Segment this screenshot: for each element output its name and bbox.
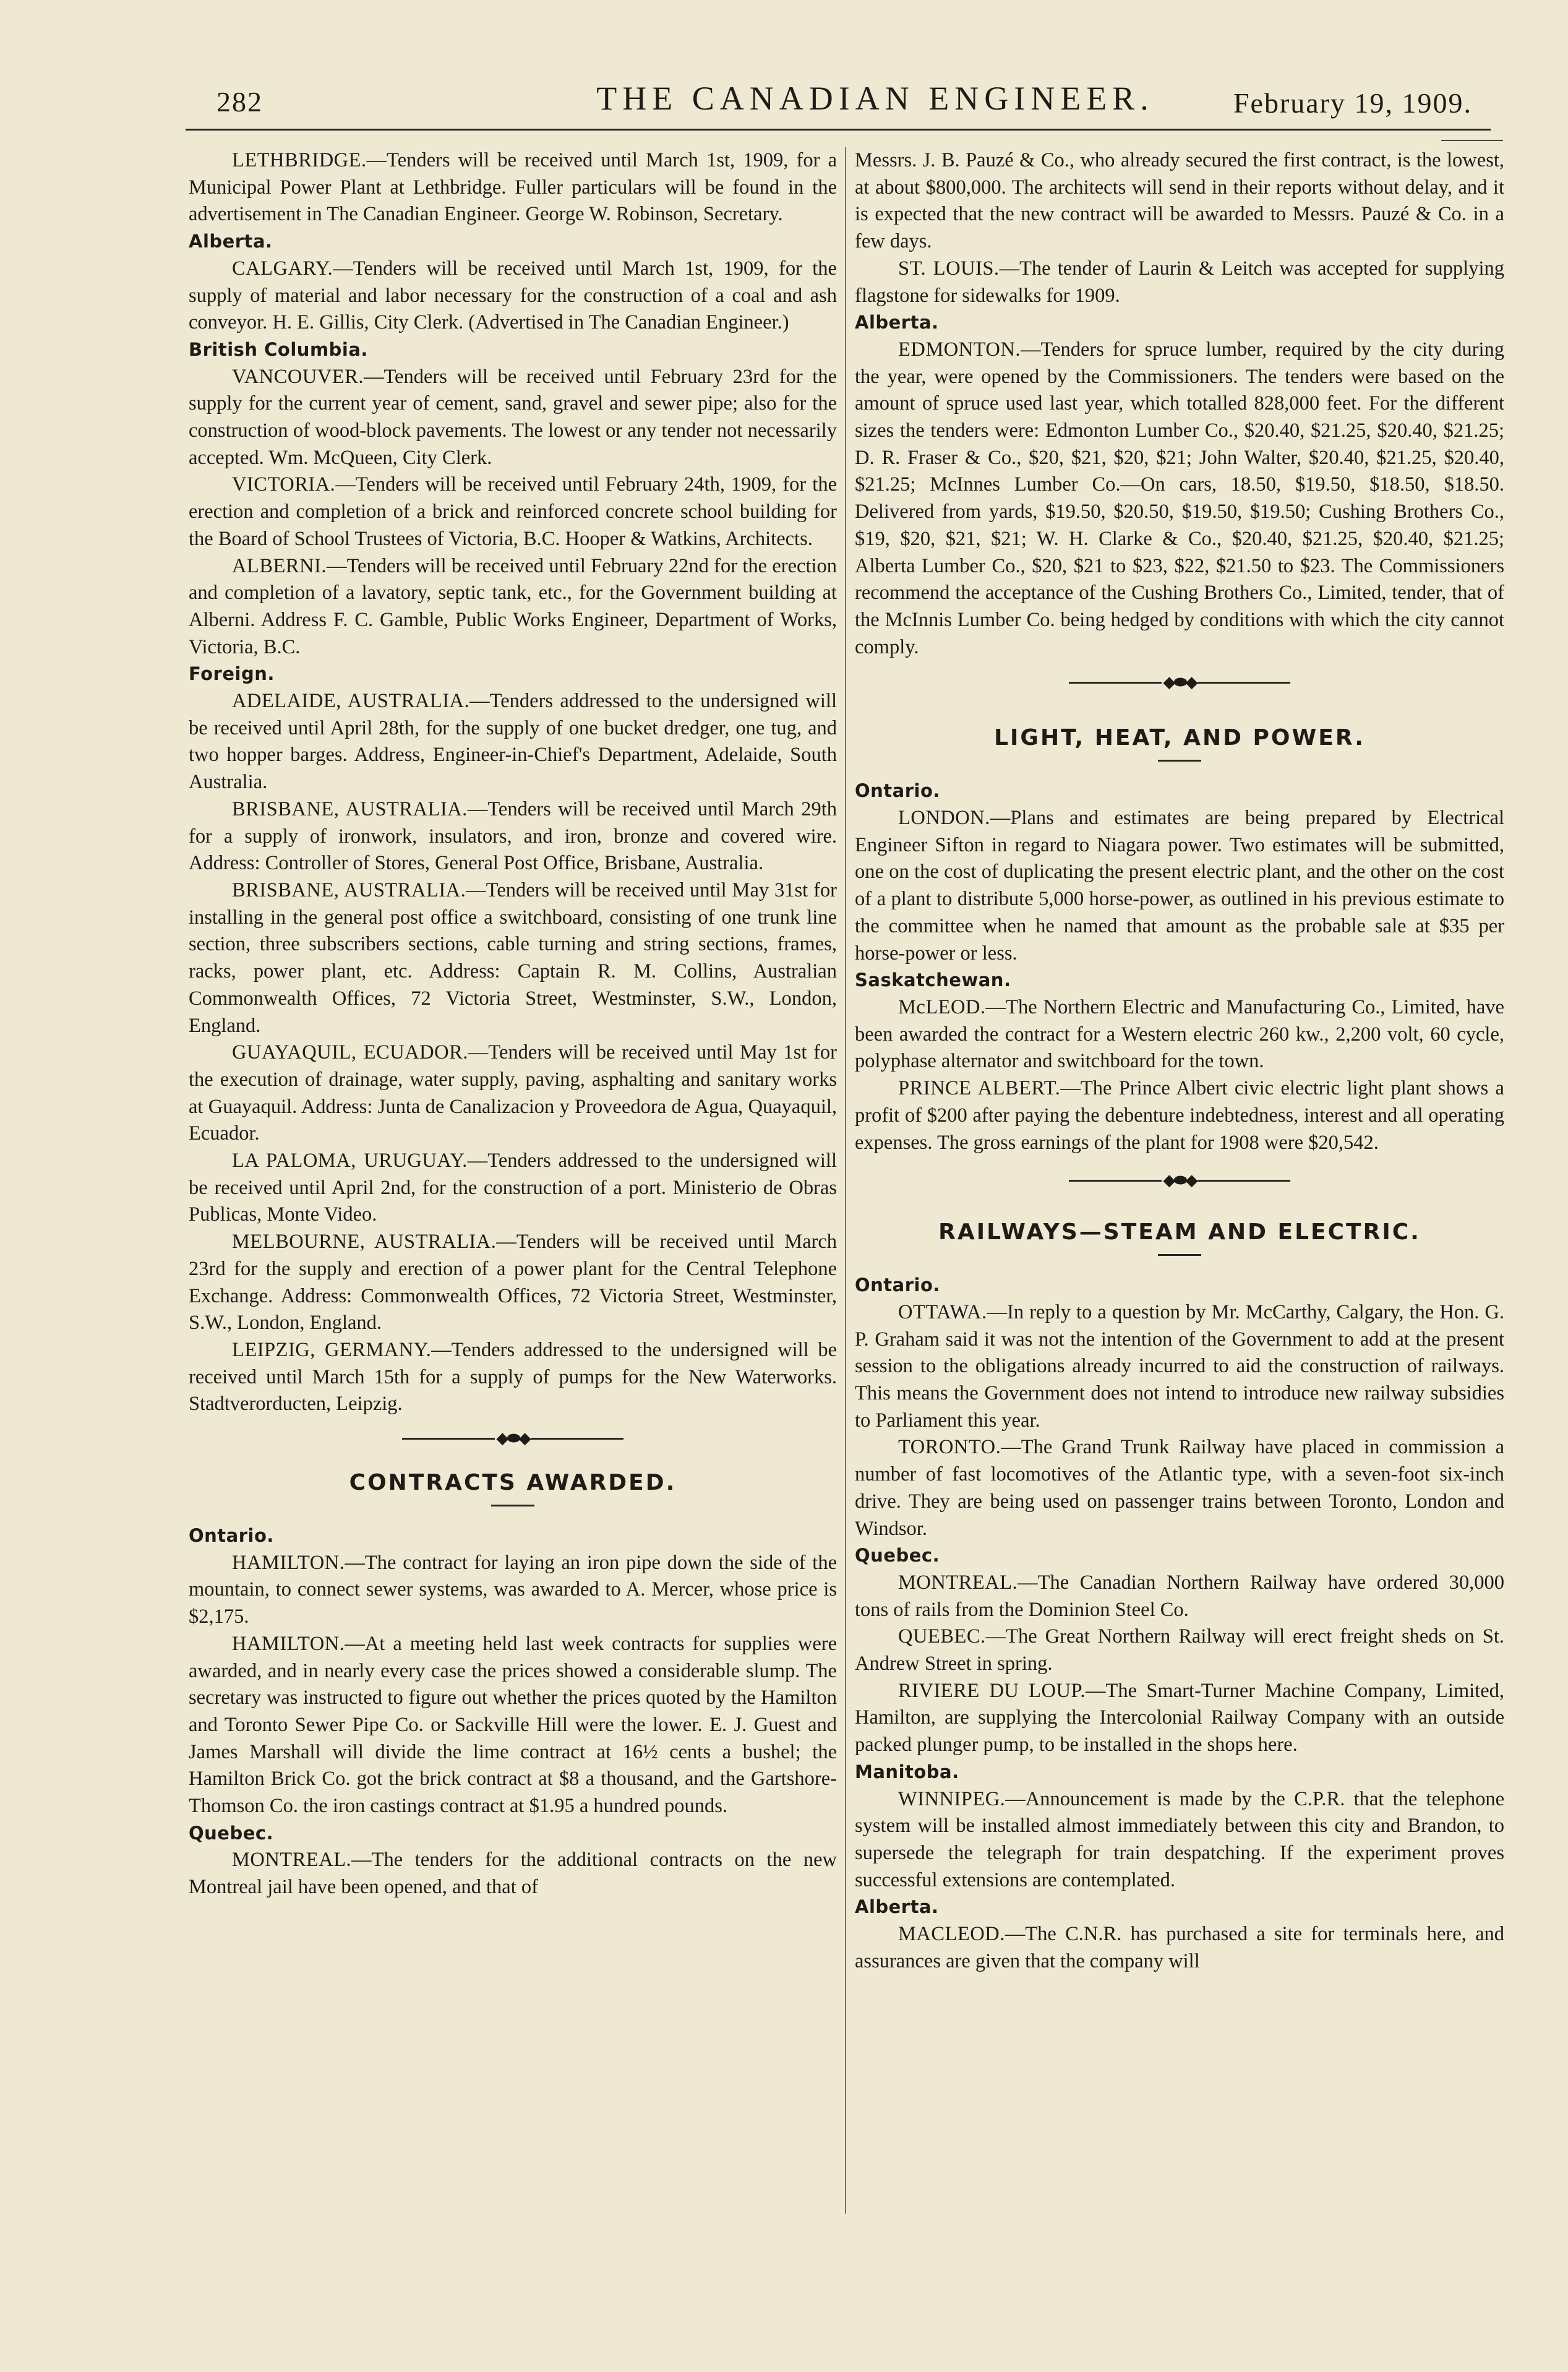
item-placename: LA PALOMA, URUGUAY. <box>232 1149 468 1172</box>
news-item <box>189 147 837 228</box>
item-placename: ADELAIDE, AUSTRALIA. <box>232 690 470 713</box>
contracts-ontario-items <box>189 1550 837 1820</box>
item-placename: BRISBANE, AUSTRALIA. <box>232 879 466 901</box>
item-text: —The Northern Electric and Manufacturing Co., Limited, have been awarded the contract for a Western electric 260 kw., 2,200 volt, 60 cycle, polyphase alternator and switchboard for the town. <box>855 995 1504 1073</box>
item-text: —Plans and estimates are being prepared by Electrical Engineer Sifton in regard to Niagara power. Two estimates will be submitted, one on the cost of duplicating the present electric plant, and the other on the cost of a plant to distribute 5,000 horse-power, as outlined in his previous estimate to the committee when he named that amount as the probable sale at $35 per horse-power or less. <box>855 807 1504 965</box>
ornament-line <box>1197 682 1290 684</box>
running-head <box>186 74 1491 130</box>
section-heading-railways: RAILWAYS—STEAM AND ELECTRIC. <box>938 1219 1421 1245</box>
column-divider <box>845 147 846 2214</box>
item-text: —Tenders will be received until March 1st, 1909, for the supply of material and labor necessary for the construction of a coal and ash conveyor. H. E. Gillis, City Clerk. (Advertised in The Canadian Engineer.) <box>189 257 837 334</box>
region-heading-foreign: Foreign. <box>189 663 275 685</box>
header-rule <box>186 129 1491 131</box>
item-text: —In reply to a question by Mr. McCarthy, Calgary, the Hon. G. P. Graham said it was not the intention of the Government to add at the present session to the obligations already incurred to aid the construction of railways. This means the Government does not intend to introduce new railway subsidies to Parliament this year. <box>855 1300 1504 1432</box>
news-item <box>189 1039 837 1148</box>
news-item <box>855 1678 1504 1759</box>
region-heading-ontario: Ontario. <box>855 780 940 802</box>
news-item <box>189 688 837 796</box>
rail-quebec-items <box>855 1570 1504 1759</box>
item-text: —Tenders will be received until March 29th for a supply of ironwork, insulators, and iron, bronze and covered wire. Address: Controller of Stores, General Post Office, Brisbane, Australia. <box>189 797 837 875</box>
right-column <box>855 147 1504 1975</box>
rail-alberta-items <box>855 1921 1504 1975</box>
item-text: —Announcement is made by the C.P.R. that the telephone system will be installed almost immediately between this city and Brandon, to supersede the telegraph for train despatching. If the experiment proves successful extensions are contemplated. <box>855 1787 1504 1891</box>
region-heading-alberta: Alberta. <box>855 312 939 333</box>
item-text: —The Canadian Northern Railway have ordered 30,000 tons of rails from the Dominion Steel Co. <box>855 1571 1504 1621</box>
region-heading-alberta: Alberta. <box>189 231 273 252</box>
news-item <box>855 337 1504 661</box>
item-text: —Tenders will be received until May 31st for installing in the general post office a switchboard, consisting of one trunk line section, three subscribers sections, cable turning and string sections, frames, racks, power plant, etc. Address: Captain R. M. Collins, Australian Commonwealth Offices, 72 Victoria Street, Westminster, S.W., London, England. <box>189 879 837 1037</box>
news-item <box>855 256 1504 309</box>
alberta-items <box>855 337 1504 661</box>
news-item <box>189 364 837 472</box>
item-text: —The Prince Albert civic electric light plant shows a profit of $200 after paying the debenture indebtedness, interest and all operating expenses. The gross earnings of the plant for 1908 were $20,542. <box>855 1077 1504 1154</box>
item-text: —Tenders will be received until February 23rd for the supply for the current year of cement, sand, gravel and sewer pipe; also for the construction of wood-block pavements. The lowest or any tender not necessarily accepted. Wm. McQueen, City Clerk. <box>189 365 837 469</box>
ornament-line <box>402 1438 495 1440</box>
ornament-line <box>1069 1180 1162 1182</box>
news-item <box>189 1148 837 1229</box>
news-item <box>855 1623 1504 1677</box>
journal-title: THE CANADIAN ENGINEER. <box>596 80 1154 117</box>
item-text: —Tenders addressed to the undersigned will be received until March 15th for a supply of pumps for the New Waterworks. Stadtverorducten, Leipzig. <box>189 1338 837 1416</box>
lhp-saskatchewan-items <box>855 994 1504 1156</box>
item-placename: WINNIPEG. <box>898 1787 1006 1810</box>
region-heading-alberta: Alberta. <box>855 1896 939 1918</box>
item-placename: HAMILTON. <box>232 1551 345 1574</box>
heading-underline <box>1158 760 1201 762</box>
item-placename: McLEOD. <box>898 995 986 1018</box>
heading-underline <box>1158 1254 1201 1256</box>
news-item <box>855 1434 1504 1542</box>
item-text: —Tenders will be received until February 24th, 1909, for the erection and completion of a brick and reinforced concrete school building for the Board of School Trustees of Victoria, B.C. Hooper & Watkins, Architects. <box>189 473 837 550</box>
news-item <box>189 553 837 661</box>
item-placename: GUAYAQUIL, ECUADOR. <box>232 1041 468 1064</box>
news-item <box>855 1786 1504 1894</box>
news-item <box>855 1570 1504 1623</box>
item-placename: MONTREAL. <box>232 1849 352 1871</box>
column-top-rule <box>1441 140 1503 141</box>
item-text: —Tenders will be received until February 22nd for the erection and completion of a lavatory, septic tank, etc., for the Government building at Alberni. Address F. C. Gamble, Public Works Engineer, Department of Works, Victoria, B.C. <box>189 554 837 658</box>
region-heading-saskatchewan: Saskatchewan. <box>855 969 1011 991</box>
alberta-items <box>189 256 837 337</box>
continued-paragraph: Messrs. J. B. Pauzé & Co., who already secured the first contract, is the lowest, at about $800,000. The architects will send in their reports without delay, and it is expected that the new contract will be awarded to Messrs. Pauzé & Co. in a few days. <box>855 149 1504 253</box>
region-heading-ontario: Ontario. <box>189 1525 274 1547</box>
issue-date: February 19, 1909. <box>1233 87 1472 119</box>
item-text: —The C.N.R. has purchased a site for terminals here, and assurances are given that the company will <box>855 1923 1504 1972</box>
region-heading-british-columbia: British Columbia. <box>189 338 368 360</box>
item-text: —Tenders will be received until March 23rd for the supply and erection of a power plant for the Central Telephone Exchange. Address: Commonwealth Offices, 72 Victoria Street, Westminster, S.W., London, England. <box>189 1231 837 1334</box>
foreign-items <box>189 688 837 1418</box>
intro-items <box>189 147 837 228</box>
news-item <box>189 877 837 1039</box>
heading-underline <box>491 1505 534 1506</box>
item-text: —The Smart-Turner Machine Company, Limited, Hamilton, are supplying the Intercolonial Railway Company with an outside packed plunger pump, to be installed in the shops here. <box>855 1679 1504 1756</box>
region-heading-quebec: Quebec. <box>189 1822 274 1844</box>
item-text: —The tenders for the additional contracts on the new Montreal jail have been opened, and that of <box>189 1849 837 1899</box>
ornament-diamond-icon: ◆⬬◆ <box>1163 673 1196 692</box>
item-placename: CALGARY. <box>232 257 333 280</box>
page-number: 282 <box>216 86 263 118</box>
section-ornament <box>855 667 1504 698</box>
section-heading-contracts-awarded: CONTRACTS AWARDED. <box>349 1470 677 1496</box>
item-text: —Tenders will be received until March 1st, 1909, for a Municipal Power Plant at Lethbridge. Fuller particulars will be found in the advertisement in The Canadian Engineer. George W. Robinson, Secretary. <box>189 149 837 226</box>
item-placename: MACLEOD. <box>898 1923 1005 1946</box>
british-columbia-items <box>189 364 837 661</box>
news-item <box>855 1075 1504 1156</box>
item-placename: EDMONTON. <box>898 338 1021 361</box>
item-placename: PRINCE ALBERT. <box>898 1077 1061 1100</box>
item-placename: ALBERNI. <box>232 554 327 577</box>
item-placename: VANCOUVER. <box>232 365 364 388</box>
item-text: —The tender of Laurin & Leitch was accepted for supplying flagstone for sidewalks for 1909. <box>855 257 1504 307</box>
section-ornament <box>855 1165 1504 1196</box>
news-item <box>855 1921 1504 1975</box>
left-column <box>189 147 837 1901</box>
section-ornament <box>189 1423 837 1454</box>
item-placename: QUEBEC. <box>898 1625 986 1648</box>
ornament-diamond-icon: ◆⬬◆ <box>496 1429 529 1448</box>
item-text: —The Great Northern Railway will erect freight sheds on St. Andrew Street in spring. <box>855 1625 1504 1675</box>
item-text: —The Grand Trunk Railway have placed in commission a number of fast locomotives of the Atlantic type, with a seven-foot six-inch drive. They are being used on passenger trains between Toronto, London and Windsor. <box>855 1436 1504 1540</box>
item-placename: RIVIERE DU LOUP. <box>898 1679 1086 1702</box>
news-item <box>189 1550 837 1631</box>
item-placename: ST. LOUIS. <box>898 257 1000 280</box>
item-text: —Tenders addressed to the undersigned will be received until April 2nd, for the construction of a port. Ministerio de Obras Publicas, Monte Video. <box>189 1149 837 1226</box>
rail-ontario-items <box>855 1299 1504 1542</box>
quebec-more-items <box>855 256 1504 309</box>
item-placename: MELBOURNE, AUSTRALIA. <box>232 1231 497 1253</box>
item-placename: TORONTO. <box>898 1436 1001 1459</box>
ornament-diamond-icon: ◆⬬◆ <box>1163 1171 1196 1190</box>
news-item <box>855 994 1504 1075</box>
region-heading-ontario: Ontario. <box>855 1274 940 1296</box>
item-text: —Tenders for spruce lumber, required by the city during the year, were opened by the Commissioners. The tenders were based on the amount of spruce used last year, which totalled 828,000 feet. For the different sizes the tenders were: Edmonton Lumber Co., $20.40, $21.25, $20.40, $21.25; D. R. Fraser & Co., $20, $21, $20, $21; John Walter, $20.40, $21.25, $20.40, $21.25; McInnes Lumber Co.—On cars, 18.50, $19.50, $18.50, $18.50. Delivered from yards, $19.50, $20.50, $19.50, $19.50; Cushing Brothers Co., $19, $20, $21, $21; W. H. Clarke & Co., $20.40, $21.25, $20.40, $21.25; Alberta Lumber Co., $20, $21 to $23, $22, $21.50 to $23. The Commissioners recommend the acceptance of the Cushing Brothers Co., Limited, tender, that of the McInnis Lumber Co. being hedged by conditions with which the city cannot comply. <box>855 338 1504 658</box>
item-placename: MONTREAL. <box>898 1571 1018 1594</box>
news-item <box>855 805 1504 967</box>
item-placename: OTTAWA. <box>898 1300 987 1323</box>
item-placename: BRISBANE, AUSTRALIA. <box>232 797 468 820</box>
contracts-quebec-items <box>189 1847 837 1901</box>
ornament-line <box>1197 1180 1290 1182</box>
news-item <box>189 256 837 337</box>
lhp-ontario-items <box>855 805 1504 967</box>
section-heading-light-heat-power: LIGHT, HEAT, AND POWER. <box>994 725 1365 751</box>
news-item <box>189 1631 837 1820</box>
item-placename: VICTORIA. <box>232 473 336 496</box>
ornament-line <box>1069 682 1162 684</box>
item-text: —Tenders addressed to the undersigned will be received until April 28th, for the supply of one bucket dredger, one tug, and two hopper barges. Address, Engineer-in-Chief's Department, Adelaide, South Australia. <box>189 690 837 794</box>
item-placename: LETHBRIDGE. <box>232 149 367 171</box>
news-item <box>189 796 837 877</box>
region-heading-manitoba: Manitoba. <box>855 1761 959 1782</box>
news-item <box>189 1229 837 1337</box>
news-item <box>189 1847 837 1901</box>
item-text: —At a meeting held last week contracts for supplies were awarded, and in nearly every case the prices showed a considerable slump. The secretary was instructed to figure out whether the prices quoted by the Hamilton and Toronto Sewer Pipe Co. or Sackville Hill were the lower. E. J. Guest and James Marshall will divide the lime contract at 16½ cents a bushel; the Hamilton Brick Co. got the brick contract at $8 a thousand, and the Gartshore-Thomson Co. the iron castings contract at $1.95 a hundred pounds. <box>189 1632 837 1818</box>
item-placename: LONDON. <box>898 807 990 830</box>
region-heading-quebec: Quebec. <box>855 1545 940 1566</box>
news-item <box>189 1337 837 1418</box>
item-text: —The contract for laying an iron pipe down the side of the mountain, to connect sewer systems, was awarded to A. Mercer, whose price is $2,175. <box>189 1551 837 1628</box>
ornament-line <box>531 1438 623 1440</box>
news-item <box>855 1299 1504 1435</box>
item-text: —Tenders will be received until May 1st for the execution of drainage, water supply, paving, asphalting and sanitary works at Guayaquil. Address: Junta de Canalizacion y Proveedora de Agua, Quayaquil, Ecuador. <box>189 1041 837 1145</box>
item-placename: HAMILTON. <box>232 1632 345 1655</box>
rail-manitoba-items <box>855 1786 1504 1894</box>
news-item <box>189 471 837 552</box>
item-placename: LEIPZIG, GERMANY. <box>232 1338 432 1361</box>
